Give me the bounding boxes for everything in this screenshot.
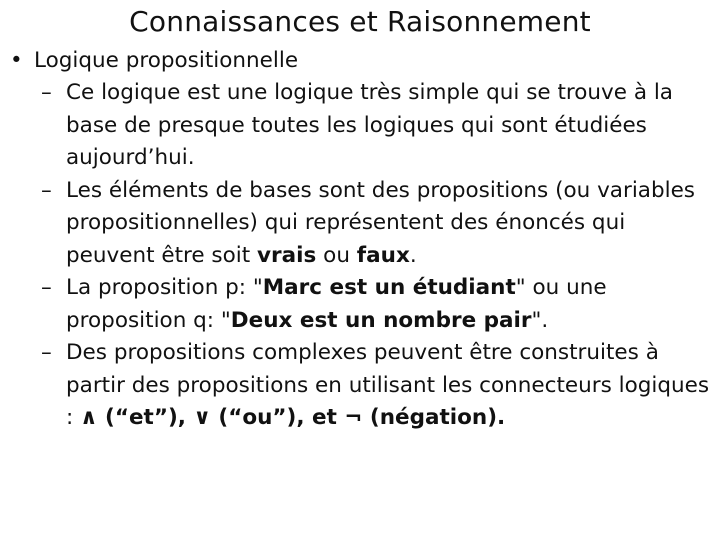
sub-bullet-text: ". — [531, 307, 549, 333]
main-bullet — [0, 44, 720, 77]
sub-bullet-connectives — [0, 337, 720, 435]
sub-bullet-definition — [0, 77, 720, 175]
slide-title: Connaissances et Raisonnement — [129, 5, 591, 38]
main-bullet-text: Logique propositionnelle — [34, 48, 299, 73]
sub-bullet-text: La proposition p: " — [66, 275, 263, 300]
sub-bullet-elements — [0, 175, 720, 273]
bullet-marker: • — [10, 48, 23, 73]
dash-marker: – — [41, 177, 52, 203]
sub-bullet-text: ou — [316, 242, 357, 268]
sub-bullet-text: Des propositions complexes peuvent être construites à partir des propositions en utilisant les connecteurs logiques : — [66, 340, 710, 430]
dash-marker: – — [41, 340, 52, 365]
bold-connectives: ∧ (“et”), ∨ (“ou”), et ¬ (négation). — [80, 405, 506, 430]
sub-bullet-text: Ce logique est une logique très simple qui se trouve à la base de presque toutes les logiques qui sont étudiées aujourd’hui. — [66, 80, 673, 170]
bold-term-faux: faux — [356, 242, 410, 268]
bold-term-vrais: vrais — [257, 242, 317, 268]
dash-marker: – — [41, 275, 52, 300]
bold-example-p: Marc est un étudiant — [262, 275, 516, 300]
sub-bullet-examples — [0, 272, 720, 337]
sub-bullet-list — [0, 77, 720, 435]
slide-content — [0, 44, 720, 435]
dash-marker: – — [41, 80, 52, 105]
sub-bullet-text: " ou une proposition q: " — [66, 275, 607, 333]
sub-bullet-text: . — [409, 242, 417, 268]
bold-example-q: Deux est un nombre pair — [230, 307, 532, 333]
sub-bullet-text: Les éléments de bases sont des propositions (ou variables propositionnelles) qui représentent des énoncés qui peuvent être soit — [66, 177, 696, 268]
